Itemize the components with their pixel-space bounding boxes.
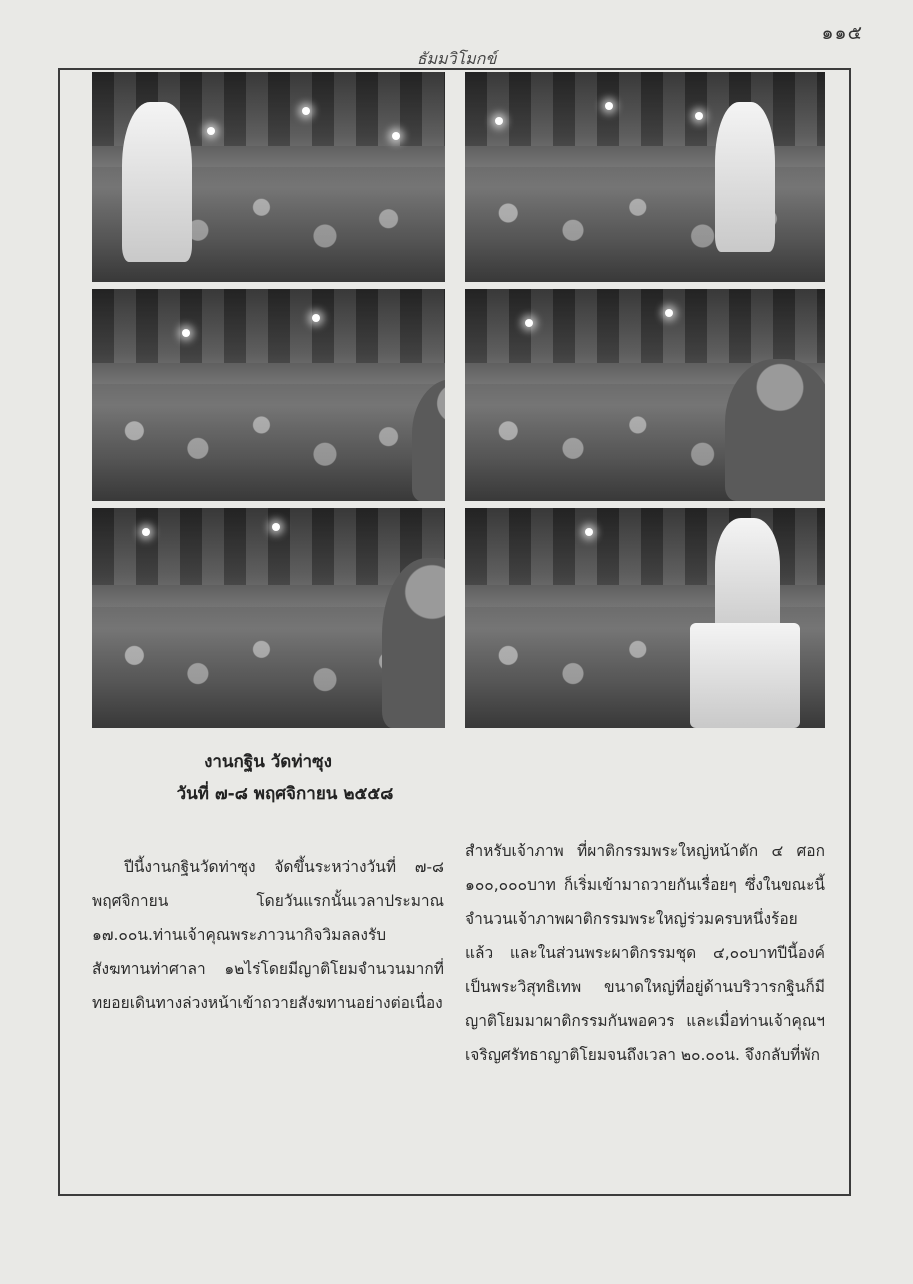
running-header: ธัมมวิโมกข์ [0, 47, 913, 72]
photo-5 [92, 508, 445, 728]
photo-caption-title: งานกฐิน วัดท่าซุง [204, 752, 332, 772]
body-paragraph-left: ปีนี้งานกฐินวัดท่าซุง จัดขึ้นระหว่างวันที่ ๗-๘ พฤศจิกายน โดยวันแรกนั้นเวลาประมาณ ๑๗.๐๐น.ท่านเจ้าคุณพระภาวนากิจวิมลลงรับสังฆทานท่าศาลา ๑๒ไร่โดยมีญาติโยมจำนวนมากที่ทยอยเดินทางล่วงหน้าเข้าถวายสังฆทานอย่างต่อเนื่อง [92, 858, 444, 1012]
photo-caption-date: วันที่ ๗-๘ พฤศจิกายน ๒๕๕๘ [176, 784, 394, 804]
photo-3 [92, 289, 445, 501]
page-number: ๑๑๕ [821, 22, 863, 44]
photo-2 [465, 72, 825, 282]
photo-6 [465, 508, 825, 728]
photo-1 [92, 72, 445, 282]
body-paragraph-right: สำหรับเจ้าภาพ ที่ผาติกรรมพระใหญ่หน้าตัก ๔ ศอก ๑๐๐,๐๐๐บาท ก็เริ่มเข้ามาถวายกันเรื่อยๆ ซึ่งในขณะนี้ จำนวนเจ้าภาพผาติกรรมพระใหญ่ร่วมครบหนึ่งร้อยแล้ว และในส่วนพระผาติกรรมชุด ๔,๐๐บาทปีนี้องค์เป็นพระวิสุทธิเทพ ขนาดใหญ่ที่อยู่ด้านบริวารกฐินก็มีญาติโยมมาผาติกรรมกันพอควร และเมื่อท่านเจ้าคุณฯเจริญศรัทธาญาติโยมจนถึงเวลา ๒๐.๐๐น. จึงกลับที่พัก [465, 842, 825, 1064]
photo-4 [465, 289, 825, 501]
